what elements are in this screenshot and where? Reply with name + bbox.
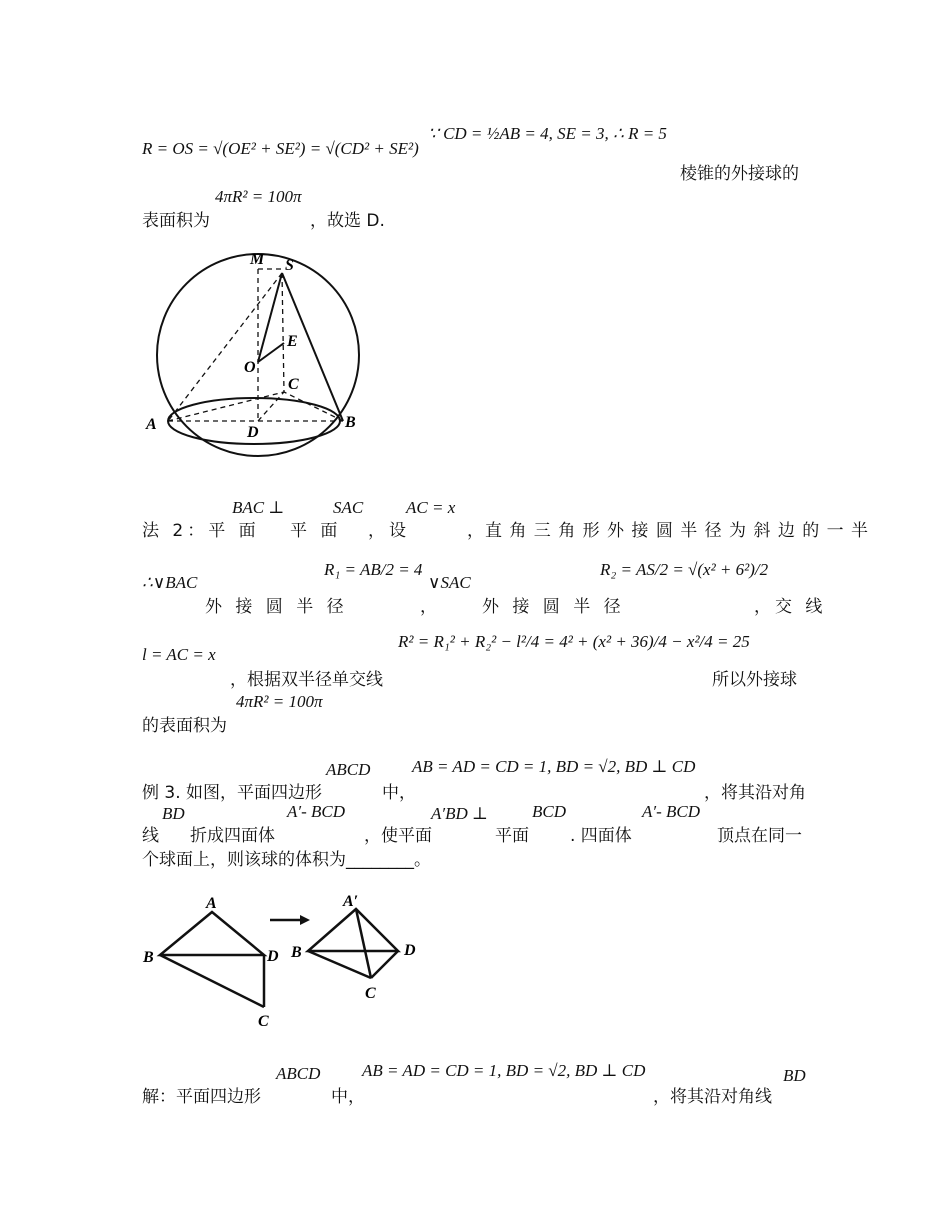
formula-area-1: 4πR² = 100π [215, 187, 302, 206]
formula-r-os: R = OS = √(OE² + SE²) = √(CD² + SE²) [142, 139, 419, 158]
formula-ex-abd-perp: A′BD ⊥ [431, 804, 489, 823]
text-example3-f: ，使平面 [364, 826, 432, 846]
text-example3-b: 中， [382, 783, 416, 803]
quad-label-B: B [143, 949, 154, 966]
text-example3-e: 折成四面体 [190, 826, 275, 846]
text-method2-d: ，直 角 三 角 形 外 接 圆 半 径 为 斜 边 的 一 半 [467, 521, 870, 541]
label-B: B [345, 414, 356, 431]
formula-tri-sac: ∨SAC [428, 573, 471, 592]
text-surface-area: 的表面积为 [142, 716, 227, 736]
label-D: D [247, 424, 259, 441]
folding-figure [140, 888, 440, 1033]
formula-ex-bd: BD [162, 804, 185, 823]
text-method2-b: 平 面 [290, 521, 342, 541]
formula-r1: R₁ = AB/2 = 4 [324, 560, 423, 579]
tet-label-A-prime: A′ [343, 893, 359, 910]
formula-cd: ∵ CD = ½AB = 4, SE = 3, ∴ R = 5 [428, 124, 667, 143]
formula-l: l = AC = x [142, 645, 216, 664]
label-A: A [146, 416, 157, 433]
label-M: M [250, 251, 265, 268]
formula-sol-abcd: ABCD [276, 1064, 321, 1083]
tet-label-C: C [365, 985, 376, 1002]
label-C: C [288, 376, 299, 393]
label-O: O [244, 359, 256, 376]
formula-tri-bac: ∴∨BAC [142, 573, 198, 592]
formula-sol-bd: BD [783, 1066, 806, 1085]
text-solution-c: ，将其沿对角线 [653, 1087, 772, 1107]
text-double-radius: ，根据双半径单交线 [230, 670, 383, 690]
formula-ac-x: AC = x [406, 498, 456, 517]
text-circumradius-1: 外 接 圆 半 径 [205, 597, 348, 617]
formula-ex-condition: AB = AD = CD = 1, BD = √2, BD ⊥ CD [412, 757, 696, 776]
text-area-prefix: 表面积为 [142, 211, 210, 231]
text-solution-a: 解：平面四边形 [142, 1087, 261, 1107]
text-example3-i: 顶点在同一 [717, 826, 802, 846]
text-example3-a: 例 3. 如图，平面四边形 [142, 783, 323, 803]
text-example3-j: 个球面上，则该球的体积为________。 [142, 850, 431, 870]
text-example3-d: 线 [142, 826, 159, 846]
formula-area-2: 4πR² = 100π [236, 692, 323, 711]
quad-label-D: D [267, 948, 279, 965]
formula-ex-bcd: BCD [532, 802, 566, 821]
tet-label-D: D [404, 942, 416, 959]
text-solution-b: 中， [331, 1087, 365, 1107]
text-method2-c: ，设 [368, 521, 410, 541]
text-intersection-line: ，交 线 [754, 597, 827, 617]
tet-label-B: B [291, 944, 302, 961]
formula-ex-tetrahedron-2: A′- BCD [642, 802, 701, 821]
formula-sol-condition: AB = AD = CD = 1, BD = √2, BD ⊥ CD [362, 1061, 646, 1080]
sphere-pyramid-figure [140, 245, 370, 460]
text-so-sphere: 所以外接球 [712, 670, 797, 690]
text-comma: ， [420, 597, 437, 617]
formula-sac: SAC [333, 498, 364, 517]
text-pyramid-sphere: 棱锥的外接球的 [680, 164, 799, 184]
text-circumradius-2: 外 接 圆 半 径 [482, 597, 625, 617]
text-example3-h: . 四面体 [570, 826, 632, 846]
formula-ex-tetrahedron: A′- BCD [287, 802, 346, 821]
formula-bac-perp: BAC ⊥ [232, 498, 285, 517]
label-S: S [285, 257, 294, 274]
text-area-suffix: ，故选 D. [310, 211, 385, 231]
text-example3-c: ，将其沿对角 [704, 783, 806, 803]
quad-label-A: A [206, 895, 217, 912]
formula-ex-abcd: ABCD [326, 760, 371, 779]
quad-label-C: C [258, 1013, 269, 1030]
label-E: E [287, 333, 298, 350]
formula-R-squared: R² = R₁² + R₂² − l²/4 = 4² + (x² + 36)/4 − x²/4 = 25 [398, 632, 750, 651]
text-method2-a: 法 2：平 面 [142, 521, 260, 541]
text-example3-g: 平面 [495, 826, 529, 846]
formula-r2: R₂ = AS/2 = √(x² + 6²)/2 [600, 560, 769, 579]
